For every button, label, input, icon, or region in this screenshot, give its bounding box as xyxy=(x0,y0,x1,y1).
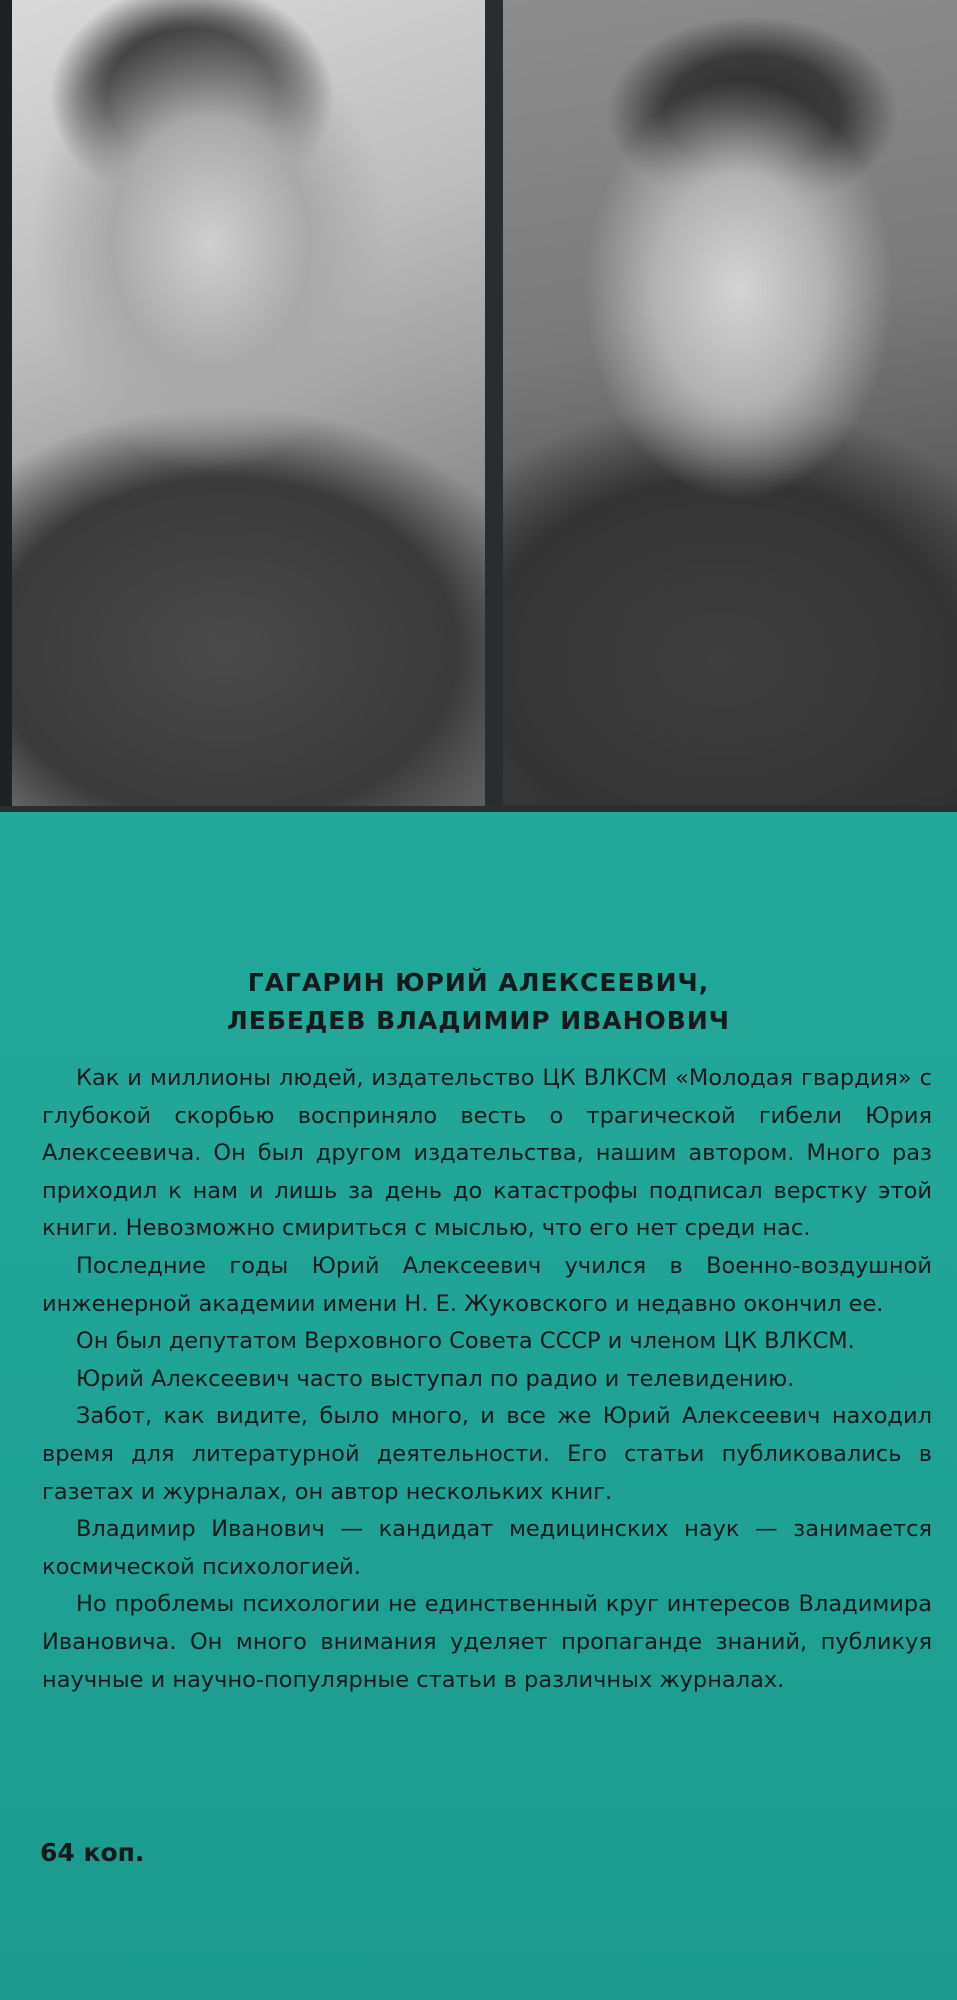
photo-divider xyxy=(485,0,503,812)
authors-heading-line-2: ЛЕБЕДЕВ ВЛАДИМИР ИВАНОВИЧ xyxy=(227,1006,730,1035)
paragraph: Он был депутатом Верховного Совета СССР и членом ЦК ВЛКСМ. xyxy=(76,1328,855,1355)
portrait-photo-gagarin xyxy=(12,0,485,812)
paragraph: Но проблемы психологии не единственный круг интересов Владимира Ивановича. Он много внимания уделяет пропаганде знаний, публикуя научные и научно-популярные статьи в различных журналах. xyxy=(42,1591,932,1693)
paragraph: Как и миллионы людей, издательство ЦК ВЛКСМ «Молодая гвардия» с глубокой скорбью восприняло весть о трагической гибели Юрия Алексеевича. Он был другом издательства, нашим автором. Много раз приходил к нам и лишь за день до катастрофы подписал верстку этой книги. Невозможно смириться с мыслью, что его нет среди нас. xyxy=(42,1065,932,1242)
portrait-photo-lebedev xyxy=(503,0,957,805)
authors-heading-line-1: ГАГАРИН ЮРИЙ АЛЕКСЕЕВИЧ, xyxy=(247,968,710,997)
paragraph: Забот, как видите, было много, и все же Юрий Алексеевич находил время для литературной деятельности. Его статьи публиковались в газетах и журналах, он автор нескольких книг. xyxy=(42,1403,932,1505)
cover-edge xyxy=(0,0,12,812)
biography-text xyxy=(42,1060,932,1699)
paragraph: Владимир Иванович — кандидат медицинских наук — занимается космической психологией. xyxy=(42,1516,932,1580)
price-label: 64 коп. xyxy=(40,1838,145,1867)
paragraph: Юрий Алексеевич часто выступал по радио и телевидению. xyxy=(76,1365,795,1392)
paragraph: Последние годы Юрий Алексеевич учился в Военно-воздушной инженерной академии имени Н. Е. Жуковского и недавно окончил ее. xyxy=(42,1252,932,1317)
